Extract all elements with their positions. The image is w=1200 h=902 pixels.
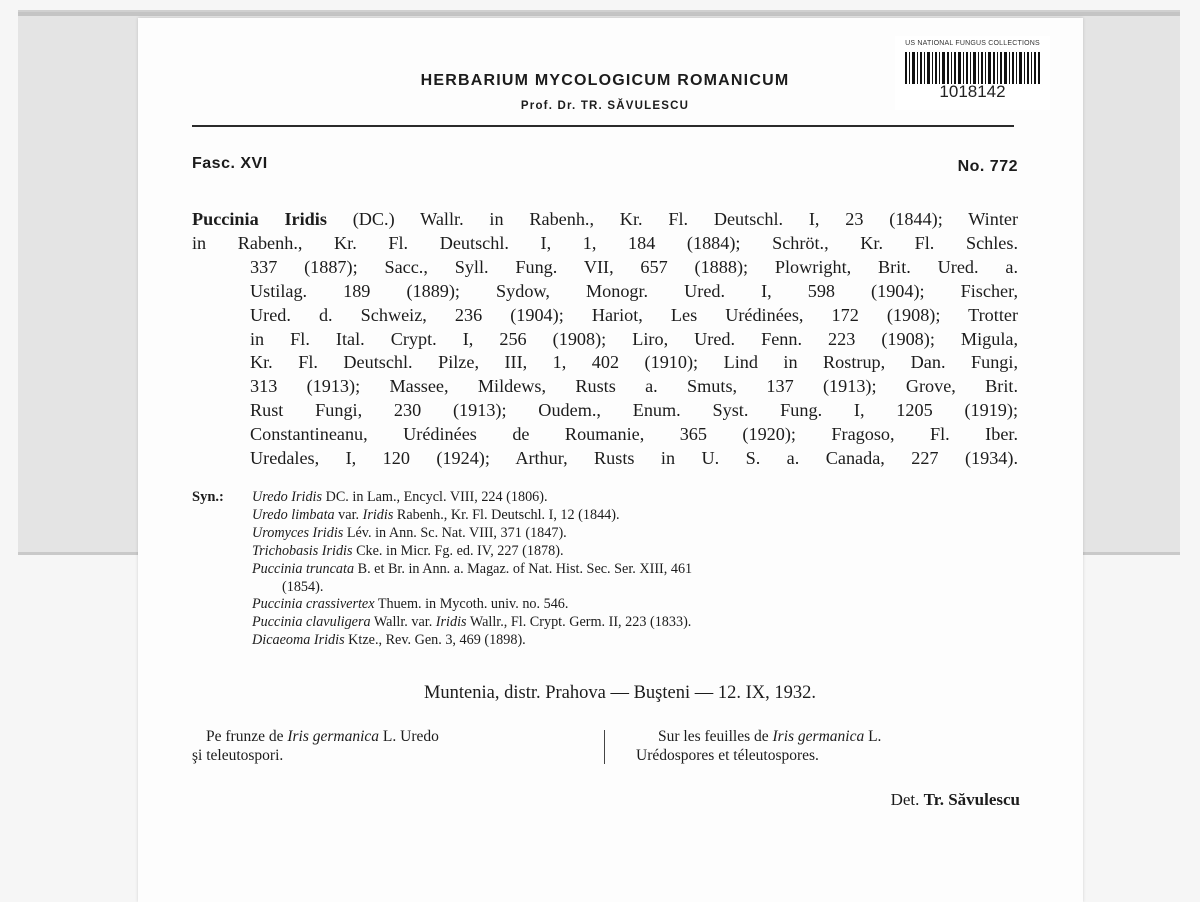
bibliography-line: Uredales, I, 120 (1924); Arthur, Rusts in U. S. a. Canada, 227 (1934). — [250, 448, 1018, 469]
bibliography-block — [192, 208, 1018, 471]
barcode-caption: US NATIONAL FUNGUS COLLECTIONS — [905, 40, 1040, 47]
synonym-item: Uredo Iridis DC. in Lam., Encycl. VIII, 224 (1806). — [252, 489, 548, 505]
synonym-item: Dicaeoma Iridis Ktze., Rev. Gen. 3, 469 (1898). — [252, 632, 526, 649]
species-author: (DC.) — [352, 209, 395, 229]
host-line: şi teleutospori. — [192, 747, 284, 764]
determiner: Det. Tr. Săvulescu — [890, 790, 1020, 809]
column-divider — [604, 730, 605, 764]
folder-edge — [18, 10, 1180, 16]
host-line: Sur les feuilles de Iris germanica L. — [658, 728, 882, 745]
catalog-number: 1018142 — [939, 82, 1006, 101]
exsiccata-number: No. 772 — [957, 158, 1018, 175]
host-line: Urédospores et téleutospores. — [636, 747, 819, 764]
bibliography-line: Ustilag. 189 (1889); Sydow, Monogr. Ured. I, 598 (1904); Fischer, — [250, 280, 1018, 301]
synonym-item: Puccinia crassivertex Thuem. in Mycoth. univ. no. 546. — [252, 596, 569, 613]
bibliography-line: 337 (1887); Sacc., Syll. Fung. VII, 657 (1888); Plowright, Brit. Ured. a. — [250, 256, 1018, 277]
host-french — [636, 727, 1020, 765]
synonym-item: Uromyces Iridis Lév. in Ann. Sc. Nat. VIII, 371 (1847). — [252, 524, 567, 541]
fascicle-number: Fasc. XVI — [192, 155, 268, 172]
host-line: Pe frunze de Iris germanica L. Uredo — [206, 728, 439, 745]
bibliography-line: Constantineanu, Urédinées de Roumanie, 365 (1920); Fragoso, Fl. Iber. — [250, 424, 1018, 445]
synonym-item: Puccinia clavuligera Wallr. var. Iridis Wallr., Fl. Crypt. Germ. II, 223 (1833). — [252, 614, 692, 631]
synonym-item: Puccinia truncata B. et Br. in Ann. a. Magaz. of Nat. Hist. Sec. Ser. XIII, 461 — [252, 560, 693, 577]
bibliography-line: Kr. Fl. Deutschl. Pilze, III, 1, 402 (1910); Lind in Rostrup, Dan. Fungi, — [250, 352, 1018, 373]
synonyms-list — [252, 489, 1024, 650]
collection-locality: Muntenia, distr. Prahova — Buşteni — 12. IX, 1932. — [423, 683, 817, 703]
bibliography-line: in Rabenh., Kr. Fl. Deutschl. I, 1, 184 (1884); Schröt., Kr. Fl. Schles. — [192, 232, 1018, 253]
herbarium-editor: Prof. Dr. TR. SĂVULESCU — [520, 100, 690, 112]
synonym-item: Trichobasis Iridis Cke. in Micr. Fg. ed. IV, 227 (1878). — [252, 542, 564, 559]
barcode-icon — [905, 52, 1040, 84]
species-name: Puccinia Iridis — [192, 209, 327, 229]
herbarium-title: HERBARIUM MYCOLOGICUM ROMANICUM — [420, 72, 790, 89]
bibliography-line: Rust Fungi, 230 (1913); Oudem., Enum. Syst. Fung. I, 1205 (1919); — [250, 400, 1018, 421]
barcode-label — [895, 36, 1050, 110]
synonym-item: Uredo limbata var. Iridis Rabenh., Kr. Fl. Deutschl. I, 12 (1844). — [252, 506, 620, 523]
header-rule — [192, 125, 1014, 127]
bibliography-line: 313 (1913); Massee, Mildews, Rusts a. Smuts, 137 (1913); Grove, Brit. — [250, 376, 1018, 397]
host-romanian — [192, 727, 578, 765]
bibliography-line: Ured. d. Schweiz, 236 (1904); Hariot, Les Urédinées, 172 (1908); Trotter — [250, 304, 1018, 325]
determiner-name: Tr. Săvulescu — [923, 790, 1020, 809]
bibliography-line: Puccinia Iridis (DC.) Wallr. in Rabenh., Kr. Fl. Deutschl. I, 23 (1844); Winter — [192, 209, 1019, 229]
synonyms-label: Syn.: — [192, 489, 224, 505]
bibliography-line: in Fl. Ital. Crypt. I, 256 (1908); Liro, Ured. Fenn. 223 (1908); Migula, — [250, 328, 1018, 349]
synonym-item: (1854). — [282, 578, 324, 595]
